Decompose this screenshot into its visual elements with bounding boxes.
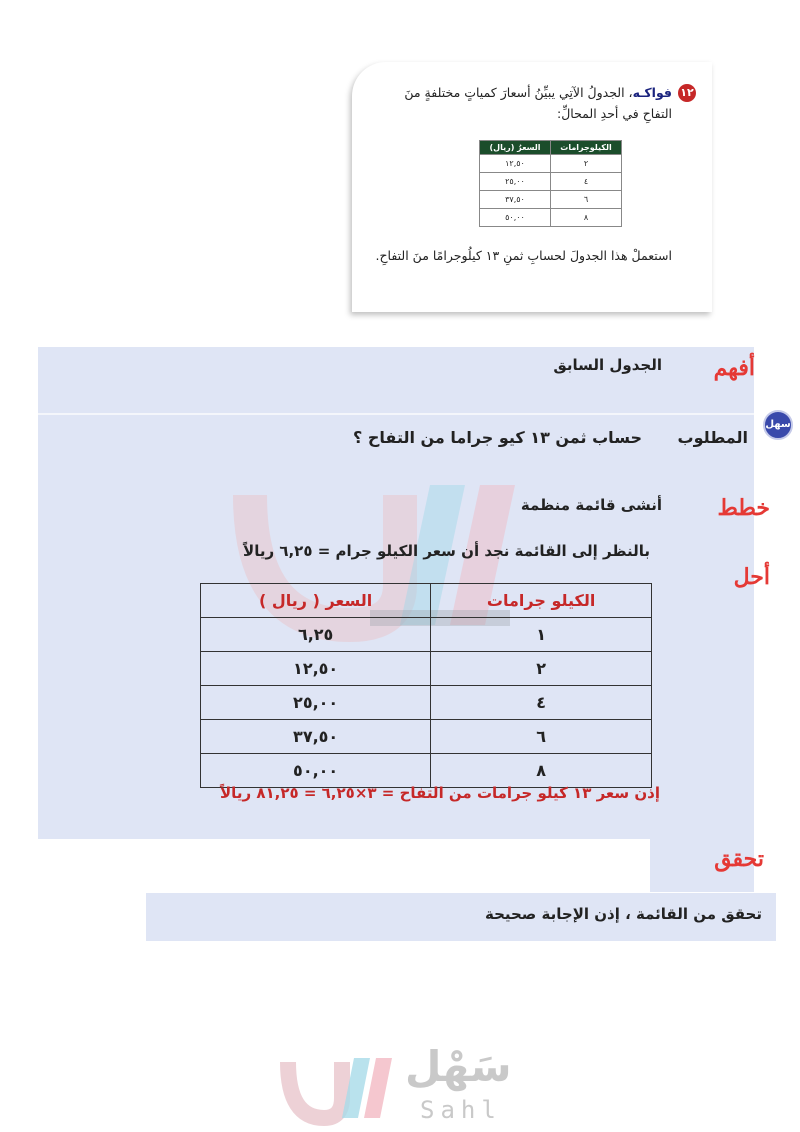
problem-table-header: الكيلوجرامات bbox=[551, 141, 622, 155]
table-row bbox=[201, 720, 652, 754]
table-row bbox=[480, 191, 622, 209]
table-cell: ٦ bbox=[431, 720, 652, 754]
solution-table-header: السعر ( ريال ) bbox=[201, 584, 431, 618]
problem-number: ١٢ bbox=[678, 84, 696, 102]
table-row bbox=[201, 618, 652, 652]
required-label: المطلوب bbox=[677, 428, 748, 447]
sahl-logo-icon bbox=[280, 1048, 400, 1128]
solution-table-header: الكيلو جرامات bbox=[431, 584, 652, 618]
result-text: إذن سعر ١٣ كيلو جرامات من التفاح = ٣×٦,٢٥ = ٨١,٢٥ ريالاً bbox=[220, 784, 660, 802]
check-text: تحقق من القائمة ، إذن الإجابة صحيحة bbox=[484, 905, 762, 923]
table-cell: ٤ bbox=[551, 173, 622, 191]
table-cell: ٦ bbox=[551, 191, 622, 209]
table-cell: ١٢,٥٠ bbox=[480, 155, 551, 173]
table-row bbox=[201, 754, 652, 788]
table-cell: ٢ bbox=[431, 652, 652, 686]
solution-table bbox=[200, 583, 652, 788]
problem-keyword: فواكـه bbox=[632, 85, 672, 100]
table-cell: ٣٧,٥٠ bbox=[480, 191, 551, 209]
table-row bbox=[480, 173, 622, 191]
problem-table bbox=[479, 140, 622, 227]
solve-text: بالنظر إلى القائمة نجد أن سعر الكيلو جرام = ٦,٢٥ ريالاً bbox=[243, 542, 650, 560]
sahl-logo bbox=[280, 1040, 540, 1130]
logo-latin: Sahl bbox=[420, 1096, 502, 1124]
table-row bbox=[201, 686, 652, 720]
problem-table-header: السعرُ (ريال) bbox=[480, 141, 551, 155]
table-row bbox=[480, 209, 622, 227]
table-cell: ٢٥,٠٠ bbox=[201, 686, 431, 720]
table-cell: ٢٥,٠٠ bbox=[480, 173, 551, 191]
required-text: حساب ثمن ١٣ كيو جراما من التفاح ؟ bbox=[353, 428, 642, 447]
table-row bbox=[201, 652, 652, 686]
understand-label: أفهم bbox=[713, 355, 755, 381]
plan-label: خطط bbox=[717, 495, 770, 521]
table-cell: ٣٧,٥٠ bbox=[201, 720, 431, 754]
problem-card bbox=[352, 62, 712, 312]
problem-question: استعملْ هذا الجدولَ لحسابِ ثمنِ ١٣ كيلُوجرامًا منَ التفاحِ. bbox=[375, 248, 672, 263]
understand-text: الجدول السابق bbox=[553, 356, 662, 374]
table-cell: ٥٠,٠٠ bbox=[480, 209, 551, 227]
table-cell: ٦,٢٥ bbox=[201, 618, 431, 652]
plan-text: أنشى قائمة منظمة bbox=[520, 496, 662, 514]
table-cell: ٢ bbox=[551, 155, 622, 173]
solve-label: أحل bbox=[733, 564, 770, 590]
problem-statement: فواكـه، الجدولُ الآتِي يبيِّنُ أسعارَ كمياتٍ مختلفةٍ منَ التفاحِ في أحدِ المحالِّ: bbox=[404, 85, 672, 121]
table-cell: ١ bbox=[431, 618, 652, 652]
check-label: تحقق bbox=[714, 846, 764, 872]
problem-intro: الجدولُ الآتِي يبيِّنُ أسعارَ كمياتٍ مختلفةٍ منَ التفاحِ في أحدِ المحالِّ: bbox=[404, 85, 672, 121]
table-cell: ٨ bbox=[551, 209, 622, 227]
table-row bbox=[480, 155, 622, 173]
sahl-badge-icon: سهل bbox=[763, 410, 793, 440]
table-cell: ٨ bbox=[431, 754, 652, 788]
table-cell: ١٢,٥٠ bbox=[201, 652, 431, 686]
logo-arabic: سَهْل bbox=[405, 1042, 512, 1091]
table-cell: ٤ bbox=[431, 686, 652, 720]
table-cell: ٥٠,٠٠ bbox=[201, 754, 431, 788]
